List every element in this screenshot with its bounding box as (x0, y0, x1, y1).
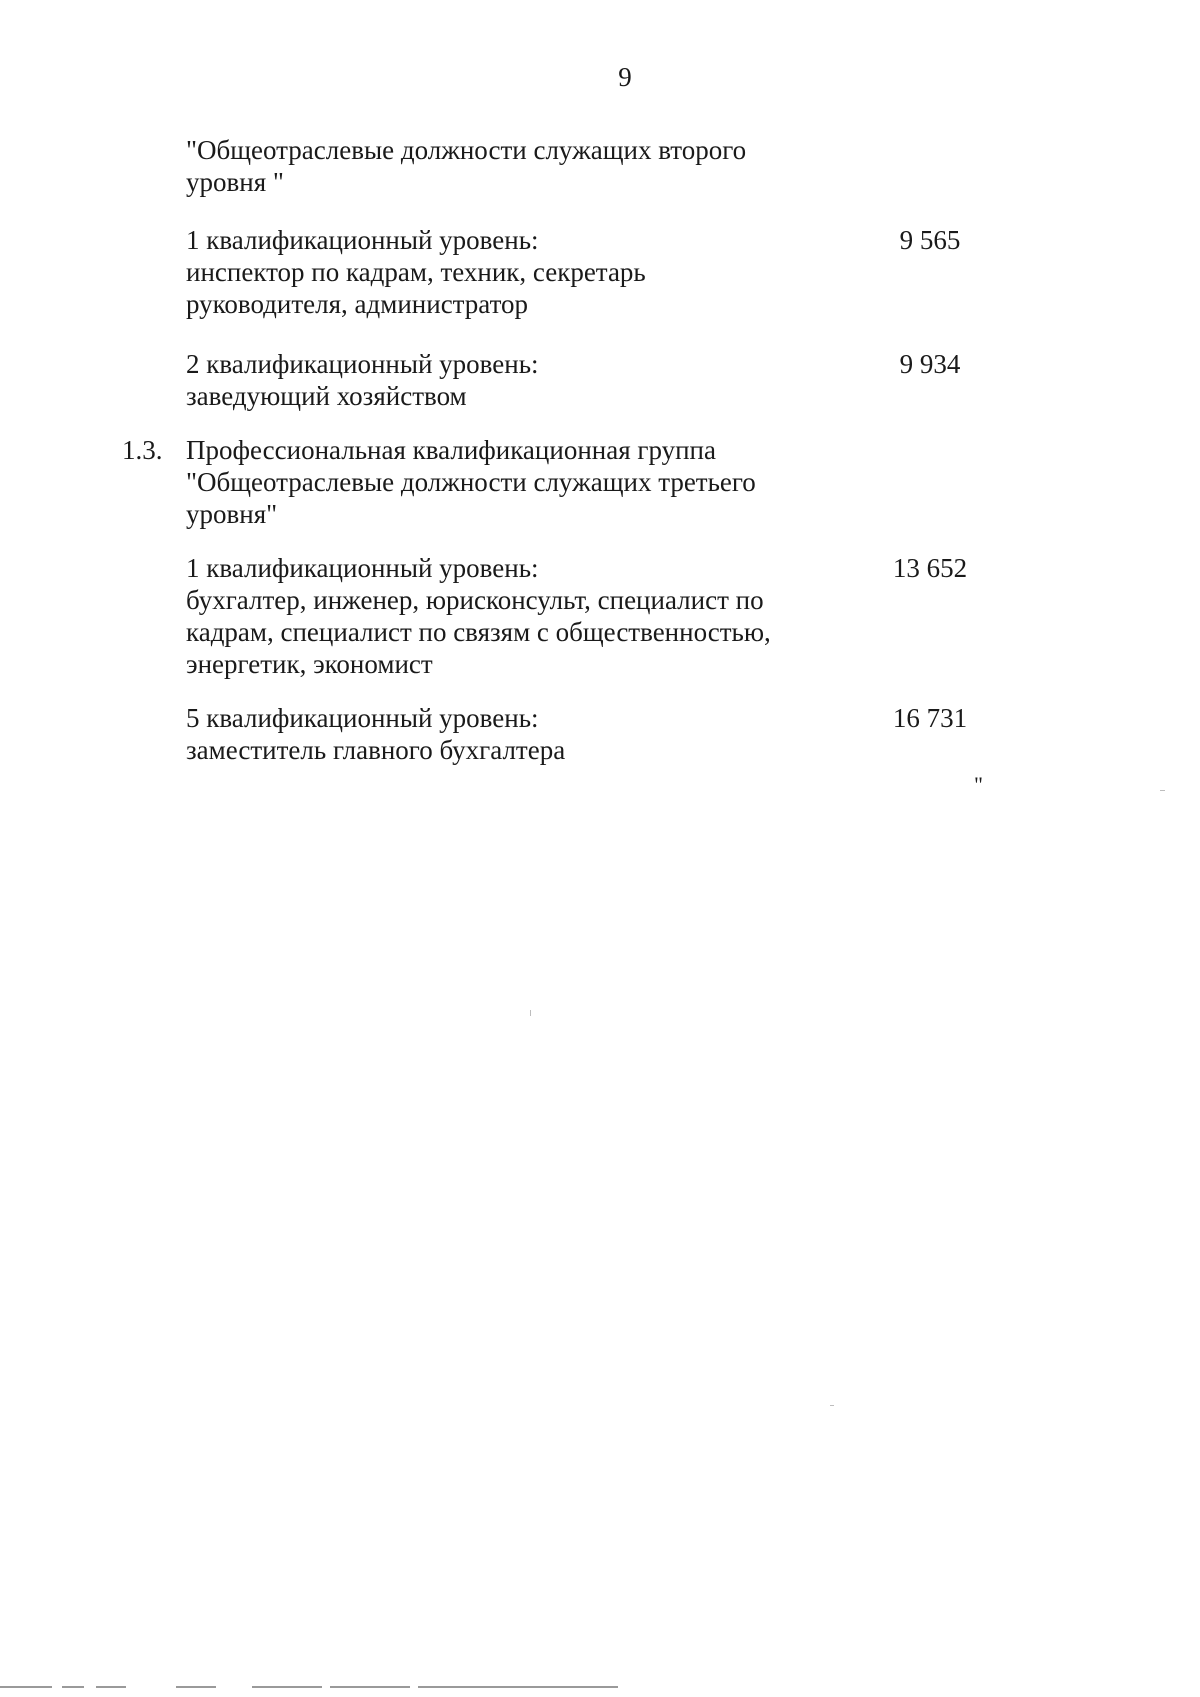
desc-line: 1 квалификационный уровень: (186, 553, 539, 583)
row-description (186, 434, 846, 530)
scan-bottom-edge (0, 1684, 640, 1690)
salary-value: 16 731 (892, 703, 968, 733)
closing-quote: " (974, 772, 983, 797)
desc-line: 1 квалификационный уровень: (186, 225, 539, 255)
desc-line: кадрам, специалист по связям с общественностью, (186, 617, 771, 647)
desc-line: 2 квалификационный уровень: (186, 349, 539, 379)
page-number: 9 (618, 62, 632, 92)
desc-line: "Общеотраслевые должности служащих второго (186, 135, 747, 165)
desc-line: бухгалтер, инженер, юрисконсульт, специалист по (186, 585, 764, 615)
desc-line: 5 квалификационный уровень: (186, 703, 539, 733)
desc-line: руководителя, администратор (186, 289, 529, 319)
desc-line: "Общеотраслевые должности служащих третьего (186, 467, 756, 497)
desc-line: уровня" (186, 499, 278, 529)
salary-value: 9 934 (899, 349, 961, 379)
scan-speck (830, 1405, 834, 1406)
desc-line: Профессиональная квалификационная группа (186, 435, 716, 465)
row-description (186, 224, 846, 320)
desc-line: инспектор по кадрам, техник, секретарь (186, 257, 646, 287)
row-description (186, 348, 846, 412)
scan-speck (530, 1010, 531, 1016)
row-description (186, 702, 846, 766)
section-number: 1.3. (122, 435, 163, 465)
desc-line: заместитель главного бухгалтера (186, 735, 566, 765)
row-description (186, 552, 846, 680)
row-description (186, 134, 846, 198)
desc-line: заведующий хозяйством (186, 381, 467, 411)
scan-speck (1160, 790, 1165, 791)
desc-line: энергетик, экономист (186, 649, 433, 679)
salary-value: 9 565 (899, 225, 961, 255)
salary-value: 13 652 (892, 553, 968, 583)
desc-line: уровня " (186, 167, 284, 197)
